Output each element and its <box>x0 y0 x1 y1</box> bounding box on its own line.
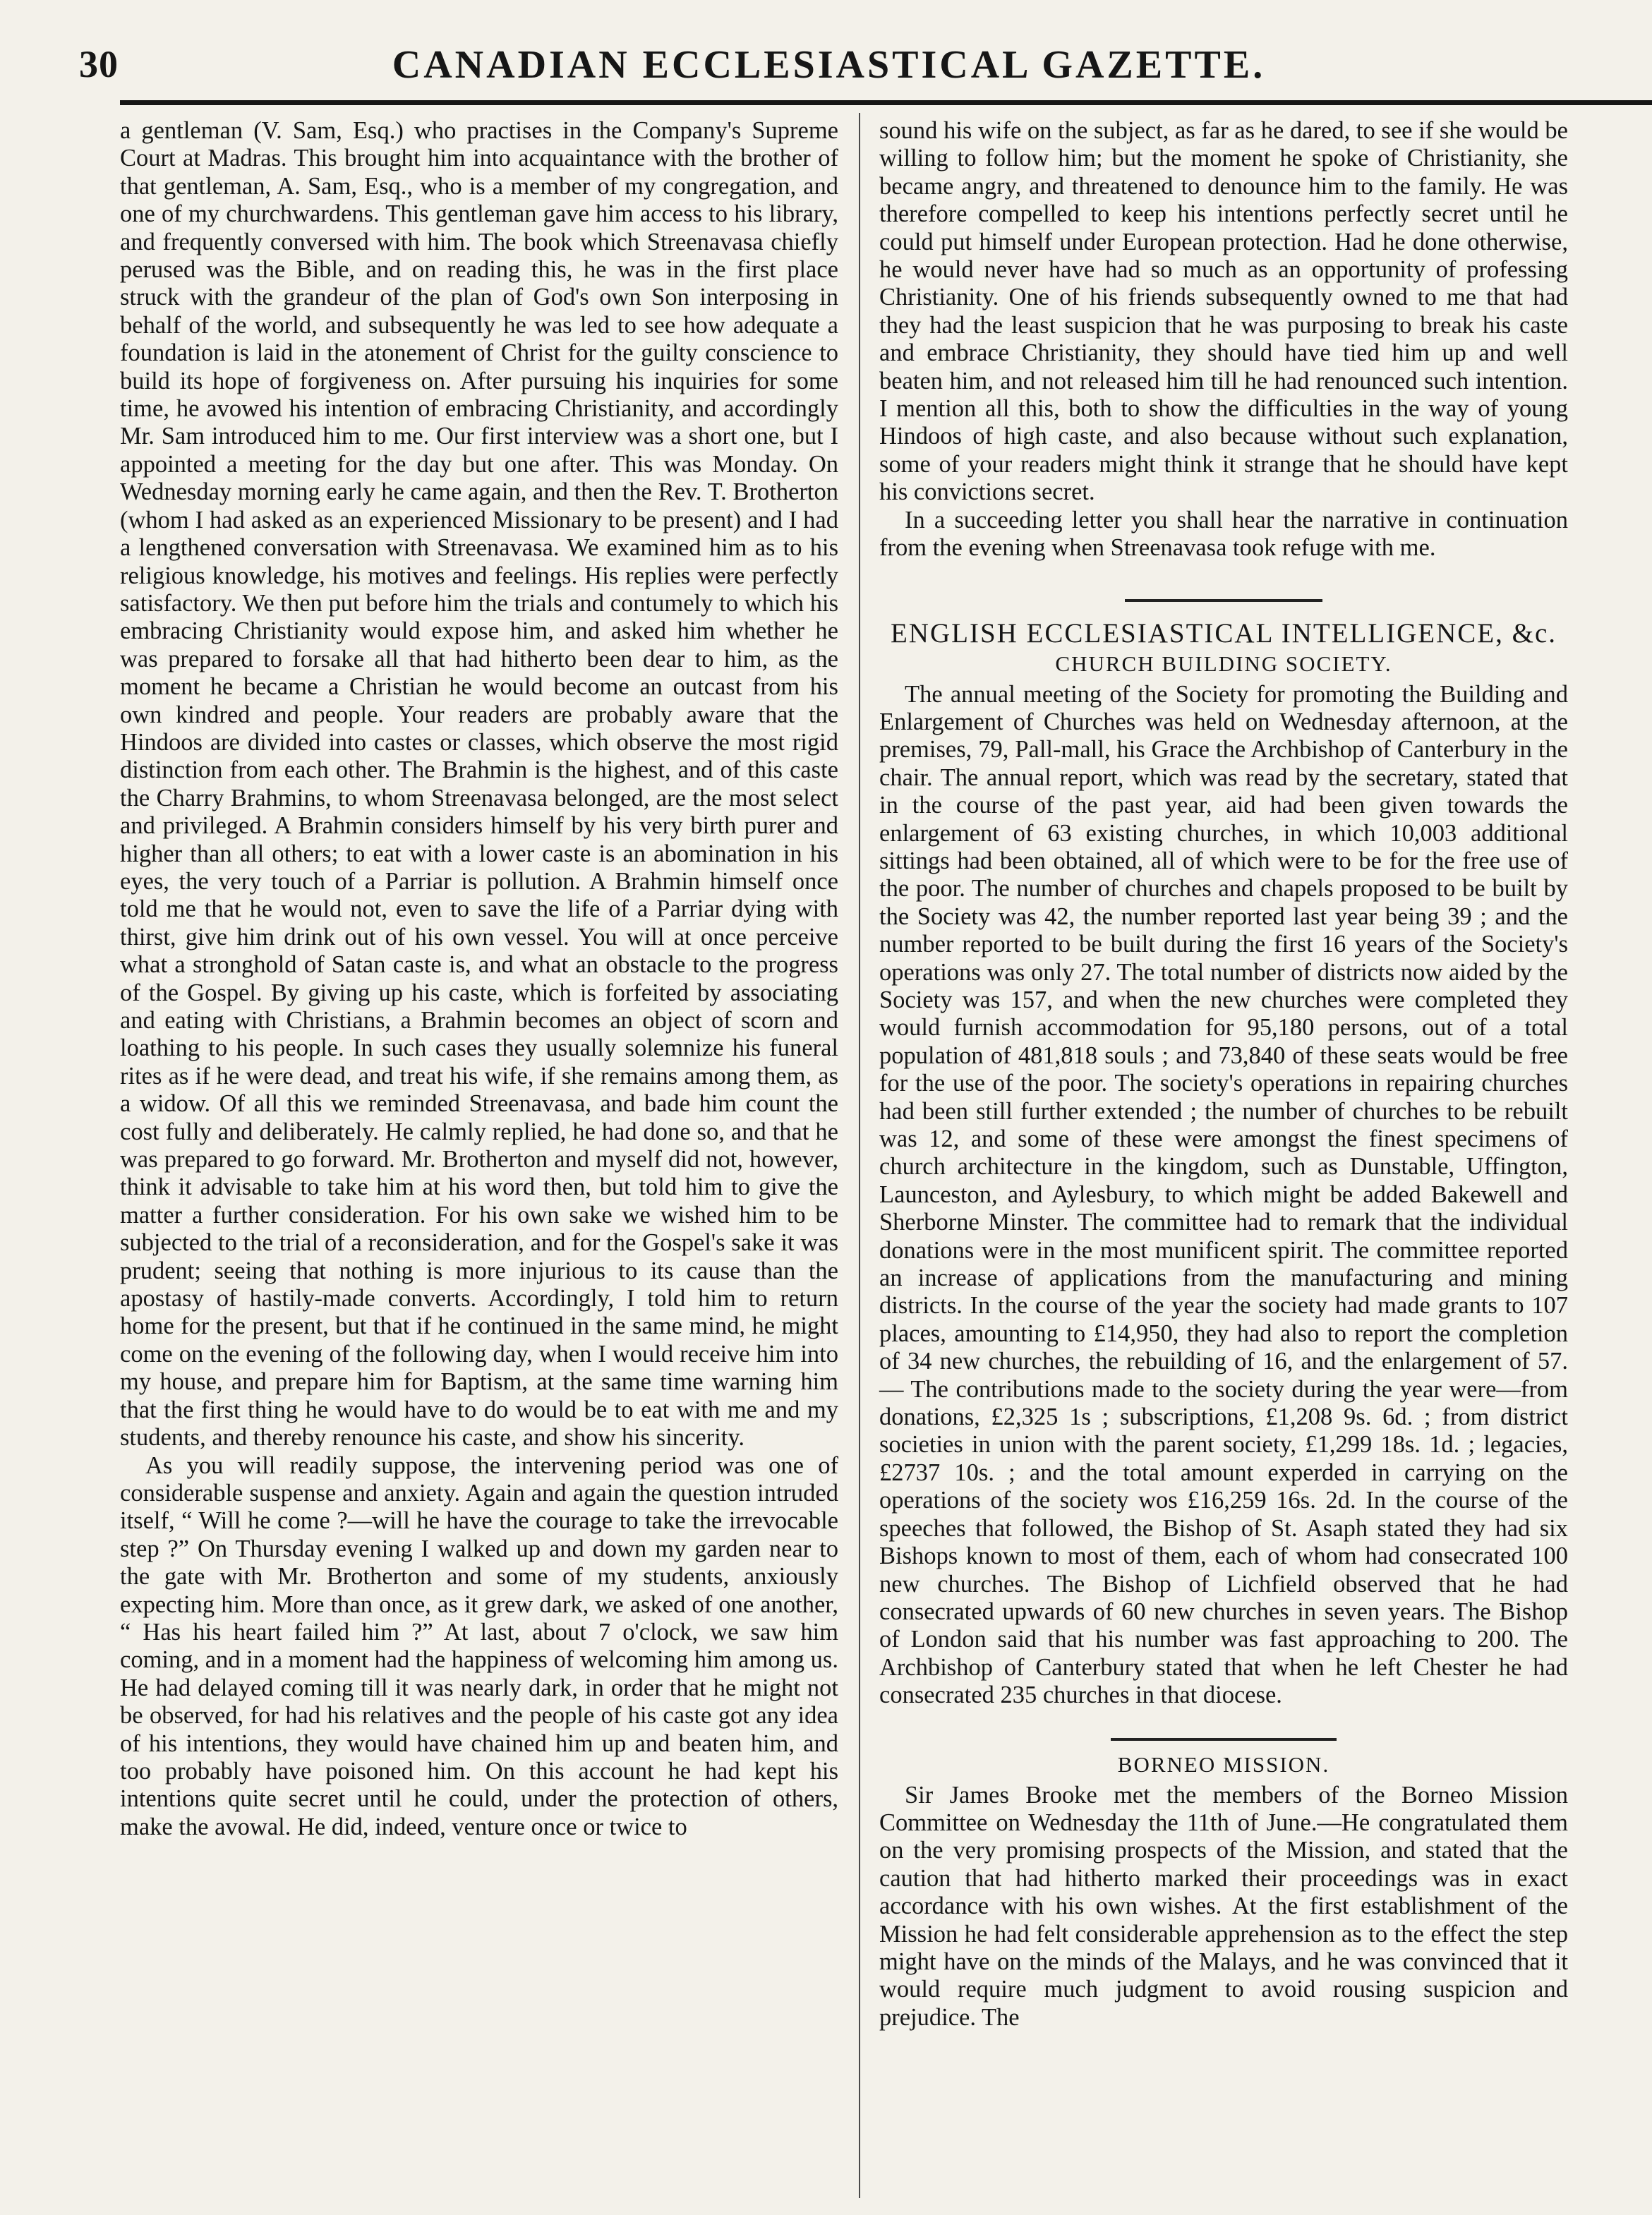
left-column <box>120 117 838 1841</box>
section-heading: ENGLISH ECCLESIASTICAL INTELLIGENCE, &c. <box>890 617 1557 648</box>
section-divider <box>1111 1738 1337 1741</box>
right-column <box>879 117 1568 2032</box>
section-subheading: CHURCH BUILDING SOCIETY. <box>1055 651 1392 676</box>
column-divider <box>859 113 860 2198</box>
header-rule <box>120 100 1652 105</box>
page-number: 30 <box>79 43 119 85</box>
borneo-heading: BORNEO MISSION. <box>1117 1751 1330 1777</box>
body-paragraph: sound his wife on the subject, as far as he dared, to see if she would be willing to follow him; but the moment he spoke of Christianity, she became angry, and threatened to denounce him to the family. He was therefore compelled to keep his intentions perfectly secret until he could put himself under European protection. Had he done otherwise, he would never have had so much as an opportunity of professing Christianity. One of his friends subsequently owned to me that had they had the least suspicion that he was purposing to break his caste and embrace Christianity, they should have tied him up and well beaten him, and not released him till he had renounced such intention. I mention all this, both to show the difficulties in the way of young Hindoos of high caste, and also because without such explanation, some of your readers might think it strange that he should have kept his convictions secret. <box>879 117 1568 506</box>
page-header <box>79 42 1579 92</box>
body-paragraph: a gentleman (V. Sam, Esq.) who practises in the Company's Supreme Court at Madras. This brought him into acquaintance with the brother of that gentleman, A. Sam, Esq., who is a member of my congregation, and one of my churchwardens. This gentleman gave him access to his library, and frequently conversed with him. The book which Streenavasa chiefly perused was the Bible, and on reading this, he was in the first place struck with the grandeur of the plan of God's own Son interposing in behalf of the world, and subsequently he was led to see how adequate a foundation is laid in the atonement of Christ for the guilty conscience to build its hope of forgiveness on. After pursuing his inquiries for some time, he avowed his intention of embracing Christianity, and accordingly Mr. Sam introduced him to me. Our first interview was a short one, but I appointed a meeting for the day but one after. This was Monday. On Wednesday morning early he came again, and then the Rev. T. Brotherton (whom I had asked as an experienced Missionary to be present) and I had a lengthened conversation with Streenavasa. We examined him as to his religious knowledge, his motives and feelings. His replies were perfectly satisfactory. We then put before him the trials and contumely to which his embracing Christianity would expose him, and asked him whether he was prepared to forsake all that had hitherto been dear to him, as the moment he became a Christian he would become an outcast from his own kindred and people. Your readers are probably aware that the Hindoos are divided into castes or classes, which observe the most rigid distinction from each other. The Brahmin is the highest, and of this caste the Charry Brahmins, to whom Streenavasa belonged, are the most select and privileged. A Brahmin considers himself by his very birth purer and higher than all others; to eat with a lower caste is an abomination in his eyes, the very touch of a Parriar is pollution. A Brahmin himself once told me that he would not, even to save the life of a Parriar dying with thirst, give him drink out of his own vessel. You will at once perceive what a stronghold of Satan caste is, and what an obstacle to the progress of the Gospel. By giving up his caste, which is forfeited by associating and eating with Christians, a Brahmin becomes an object of scorn and loathing to his people. In such cases they usually solemnize his funeral rites as if he were dead, and treat his wife, if she remains among them, as a widow. Of all this we reminded Streenavasa, and bade him count the cost fully and deliberately. He calmly replied, he had done so, and that he was prepared to go forward. Mr. Brotherton and myself did not, however, think it advisable to take him at his word then, but told him to give the matter a further consideration. For his own sake we wished him to be subjected to the trial of a reconsideration, and for the Gospel's sake it was prudent; seeing that nothing is more injurious to its cause than the apostasy of hastily-made converts. Accordingly, I told him to return home for the present, but that if he continued in the same mind, he might come on the evening of the following day, when I would receive him into my house, and prepare him for Baptism, at the same time warning him that the first thing he would have to do would be to eat with me and my students, and thereby renounce his caste, and show his sincerity. <box>120 117 838 1451</box>
section-divider <box>1125 599 1322 602</box>
body-paragraph: As you will readily suppose, the intervening period was one of considerable suspense and anxiety. Again and again the question intruded itself, “ Will he come ?—will he have the courage to take the irrevocable step ?” On Thursday evening I walked up and down my garden near to the gate with Mr. Brotherton and some of my students, anxiously expecting him. More than once, as it grew dark, we asked of one another, “ Has his heart failed him ?” At last, about 7 o'clock, we saw him coming, and in a moment had the happiness of welcoming him among us. He had delayed coming till it was nearly dark, in order that he might not be observed, for had his relatives and the people of his caste got any idea of his intentions, they would have chained him up and beaten him, and too probably have poisoned him. On this account he had kept his intentions quite secret until he could, under the protection of others, make the avowal. He did, indeed, venture once or twice to <box>120 1451 838 1840</box>
article-paragraph: Sir James Brooke met the members of the Borneo Mission Committee on Wednesday the 11th of June.—He congratulated them on the very promising prospects of the Mission, and stated that the caution that had hitherto marked their proceedings was in exact accordance with his own wishes. At the first establishment of the Mission he had felt considerable apprehension as to the effect the step might have on the minds of the Malays, and he was convinced that it would require much judgment to avoid rousing suspicion and prejudice. The <box>879 1781 1568 2031</box>
article-paragraph: The annual meeting of the Society for promoting the Building and Enlargement of Churches was held on Wednesday afternoon, at the premises, 79, Pall-mall, his Grace the Archbishop of Canterbury in the chair. The annual report, which was read by the secretary, stated that in the course of the past year, aid had been given towards the enlargement of 63 existing churches, in which 10,003 additional sittings had been obtained, all of which were to be for the free use of the poor. The number of churches and chapels proposed to be built by the Society was 42, the number reported last year being 39 ; and the number reported to be built during the first 16 years of the Society's operations was only 27. The total number of districts now aided by the Society was 157, and when the new churches were completed they would furnish accommodation for 95,180 persons, out of a total population of 481,818 souls ; and 73,840 of these seats would be free for the use of the poor. The society's operations in repairing churches had been still further extended ; the number of churches to be rebuilt was 12, and some of these were amongst the finest specimens of church architecture in the kingdom, such as Dunstable, Uffington, Launceston, and Aylesbury, to which might be added Bakewell and Sherborne Minster. The committee had to remark that the individual donations were in the most munificent spirit. The committee reported an increase of applications from the manufacturing and mining districts. In the course of the year the society had made grants to 107 places, amounting to £14,950, they had also to report the completion of 34 new churches, the rebuilding of 16, and the enlargement of 57.— The contributions made to the society during the year were—from donations, £2,325 1s ; subscriptions, £1,208 9s. 6d. ; from district societies in union with the parent society, £1,299 18s. 1d. ; legacies, £2737 10s. ; and the total amount experded in carrying on the operations of the society wos £16,259 16s. 2d. In the course of the speeches that followed, the Bishop of St. Asaph stated they had six Bishops known to most of them, each of whom had consecrated 100 new churches. The Bishop of Lichfield observed that he had consecrated upwards of 60 new churches in seven years. The Bishop of London said that his number was fast approaching to 200. The Archbishop of Canterbury stated that when he left Chester he had consecrated 235 churches in that diocese. <box>879 680 1568 1709</box>
journal-title: CANADIAN ECCLESIASTICAL GAZETTE. <box>392 43 1266 87</box>
body-paragraph: In a succeeding letter you shall hear the narrative in continuation from the evening when Streenavasa took refuge with me. <box>879 506 1568 562</box>
